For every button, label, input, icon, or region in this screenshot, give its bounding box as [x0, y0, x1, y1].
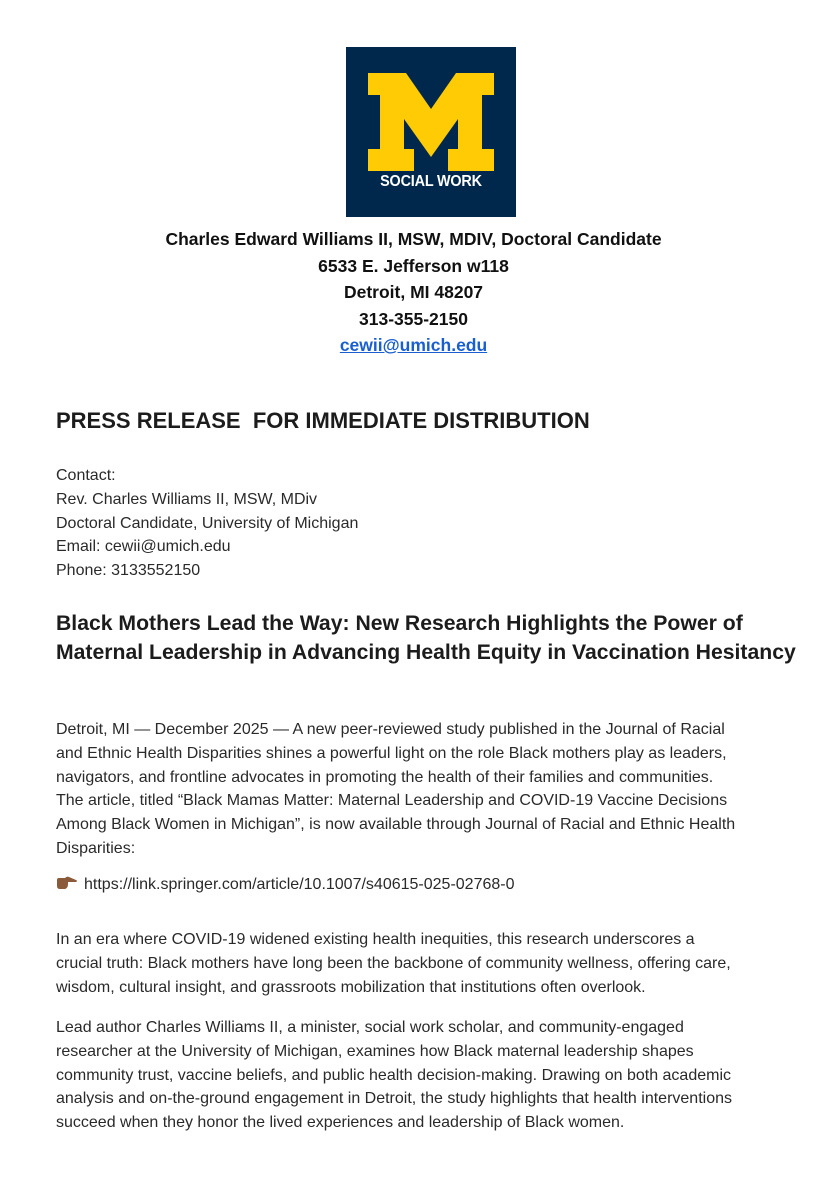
sender-block — [0, 226, 827, 359]
contact-name: Rev. Charles Williams II, MSW, MDiv — [56, 490, 318, 508]
release-title: Black Mothers Lead the Way: New Research Highlights the Power of Maternal Leadership in Advancing Health Equity in Vaccination Hesitancy — [56, 612, 796, 664]
contact-email: Email: cewii@umich.edu — [56, 538, 231, 556]
contact-block — [56, 464, 358, 583]
press-release-heading: PRESS RELEASE FOR IMMEDIATE DISTRIBUTION — [56, 408, 590, 433]
sender-phone: 313-355-2150 — [359, 308, 468, 329]
contact-affiliation: Doctoral Candidate, University of Michigan — [56, 514, 359, 532]
paragraph-line: Lead author Charles Williams II, a minister, social work scholar, and community-engaged — [56, 1019, 684, 1036]
university-logo — [346, 47, 516, 217]
paragraph-line: navigators, and frontline advocates in promoting the health of their families and communities. — [56, 768, 714, 786]
article-url[interactable]: https://link.springer.com/article/10.1007/s40615-025-02768-0 — [84, 876, 515, 893]
paragraph-line: wisdom, cultural insight, and grassroots mobilization that institutions often overlook. — [56, 978, 646, 996]
paragraph-line: crucial truth: Black mothers have long been the backbone of community wellness, offering care, — [56, 954, 731, 972]
paragraph-line: Among Black Women in Michigan”, is now available through Journal of Racial and Ethnic Health — [56, 816, 736, 834]
sender-address-line2: Detroit, MI 48207 — [343, 282, 484, 302]
block-m-logo-icon — [368, 73, 494, 171]
paragraph-line: The article, titled “Black Mamas Matter: Maternal Leadership and COVID-19 Vaccine Decisions — [56, 792, 728, 810]
paragraph-line: analysis and on-the-ground engagement in Detroit, the study highlights that health interventions — [56, 1090, 732, 1108]
article-link-row — [56, 876, 514, 894]
sender-address-line1: 6533 E. Jefferson w118 — [318, 255, 509, 276]
paragraph-line: Detroit, MI — December 2025 — A new peer-reviewed study published in the Journal of Racial — [56, 721, 725, 738]
paragraph-3 — [56, 1016, 816, 1135]
sender-name: Charles Edward Williams II, MSW, MDIV, Doctoral Candidate — [165, 229, 662, 249]
paragraph-1 — [56, 718, 816, 861]
paragraph-line: researcher at the University of Michigan, examines how Black maternal leadership shapes — [56, 1042, 694, 1060]
contact-label: Contact: — [56, 467, 116, 484]
paragraph-line: and Ethnic Health Disparities shines a powerful light on the role Black mothers play as leaders, — [56, 744, 727, 762]
paragraph-line: succeed when they honor the lived experiences and leadership of Black women. — [56, 1114, 625, 1132]
paragraph-line: Disparities: — [56, 839, 136, 857]
pointing-right-hand-icon — [56, 876, 78, 890]
paragraph-line: In an era where COVID-19 widened existing health inequities, this research underscores a — [56, 931, 695, 948]
sender-email-link[interactable]: cewii@umich.edu — [339, 335, 488, 355]
paragraph-line: community trust, vaccine beliefs, and public health decision-making. Drawing on both academic — [56, 1066, 732, 1084]
paragraph-2 — [56, 928, 816, 999]
contact-phone: Phone: 3133552150 — [56, 562, 201, 580]
logo-text: SOCIAL WORK — [380, 173, 482, 190]
